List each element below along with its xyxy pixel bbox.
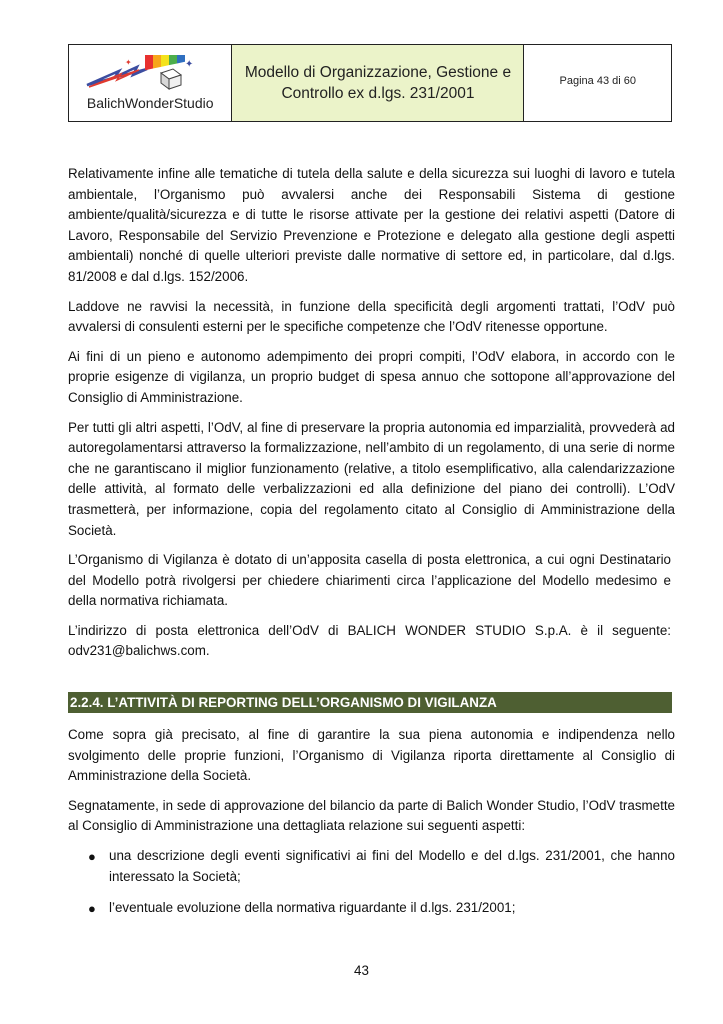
section-paragraph: Come sopra già precisato, al fine di garantire la sua piena autonomia e indipendenza nello svolgimento delle proprie funzioni, l’Organismo di Vigilanza riporta direttamente al Consiglio di Amministrazione della Società.	[68, 727, 675, 784]
document-title-line1: Modello di Organizzazione, Gestione e	[244, 64, 512, 81]
company-logo-graphic	[85, 55, 205, 95]
document-body	[68, 164, 675, 930]
list-item-text: una descrizione degli eventi significativi ai fini del Modello e del d.lgs. 231/2001, che hanno interessato la Società;	[109, 848, 675, 884]
body-paragraph: Ai fini di un pieno e autonomo adempimento dei propri compiti, l’OdV elabora, in accordo con le proprie esigenze di vigilanza, un proprio budget di spesa annuo che sottopone all’approvazione del Consiglio di Amministrazione.	[68, 348, 675, 405]
list-item-text: l’eventuale evoluzione della normativa riguardante il d.lgs. 231/2001;	[109, 900, 516, 916]
body-paragraph: Relativamente infine alle tematiche di tutela della salute e della sicurezza sui luoghi di lavoro e tutela ambientale, l’Organismo può avvalersi anche dei Responsabili Sistema di gestione ambiente/qualità/sicurezza e di tutte le risorse attivate per la gestione dei relativi aspetti (Datore di Lavoro, Responsabile del Servizio Prevenzione e Protezione e delegato alla gestione degli aspetti ambientali) nonché di quelle ulteriori previste dalle normative di settore ed, in particolare, dal d.lgs. 81/2008 e dal d.lgs. 152/2006.	[68, 166, 675, 284]
body-paragraph: L’Organismo di Vigilanza è dotato di un’apposita casella di posta elettronica, a cui ogni Destinatario del Modello potrà rivolgersi per chiedere chiarimenti circa l’applicazione del Modello medesimo e della normativa richiamata.	[68, 552, 671, 609]
svg-text:✦: ✦	[125, 58, 132, 67]
document-title-cell	[232, 45, 524, 121]
bullet-icon: ●	[88, 901, 96, 917]
logo-text: BalichWonderStudio	[86, 95, 214, 111]
document-title-line2: Controllo ex d.lgs. 231/2001	[281, 85, 475, 102]
section-paragraph: Segnatamente, in sede di approvazione del bilancio da parte di Balich Wonder Studio, l’OdV trasmette al Consiglio di Amministrazione una dettagliata relazione sui seguenti aspetti:	[68, 797, 675, 834]
document-header	[68, 44, 672, 122]
bullet-icon: ●	[88, 849, 96, 865]
body-paragraph: L’indirizzo di posta elettronica dell’OdV di BALICH WONDER STUDIO S.p.A. è il seguente: odv231@balichws.com.	[68, 622, 671, 659]
list-item	[68, 898, 675, 919]
page-indicator-cell	[524, 45, 671, 121]
logo-cell	[69, 45, 232, 121]
svg-text:✦: ✦	[185, 59, 194, 70]
page-indicator: Pagina 43 di 60	[559, 75, 636, 87]
body-paragraph: Per tutti gli altri aspetti, l’OdV, al fine di preservare la propria autonomia ed imparzialità, provvederà ad autoregolamentarsi attraverso la formalizzazione, nell’ambito di un regolamento, di una serie di norme che ne garantiscano il miglior funzionamento (relative, a titolo esemplificativo, alla calendarizzazione delle attività, al formato delle verbalizzazioni ed alla definizione del piano dei controlli). L’OdV trasmetterà, per informazione, copia del regolamento citato al Consiglio di Amministrazione della Società.	[68, 419, 675, 538]
bullet-list	[68, 846, 675, 919]
list-item	[68, 846, 675, 887]
section-heading: 2.2.4. L’ATTIVITÀ DI REPORTING DELL’ORGANISMO DI VIGILANZA	[68, 692, 672, 713]
body-paragraph: Laddove ne ravvisi la necessità, in funzione della specificità degli argomenti trattati, l’OdV può avvalersi di consulenti esterni per le specifiche competenze che l’OdV ritenesse opportune.	[68, 298, 675, 335]
page-number: 43	[354, 963, 369, 978]
